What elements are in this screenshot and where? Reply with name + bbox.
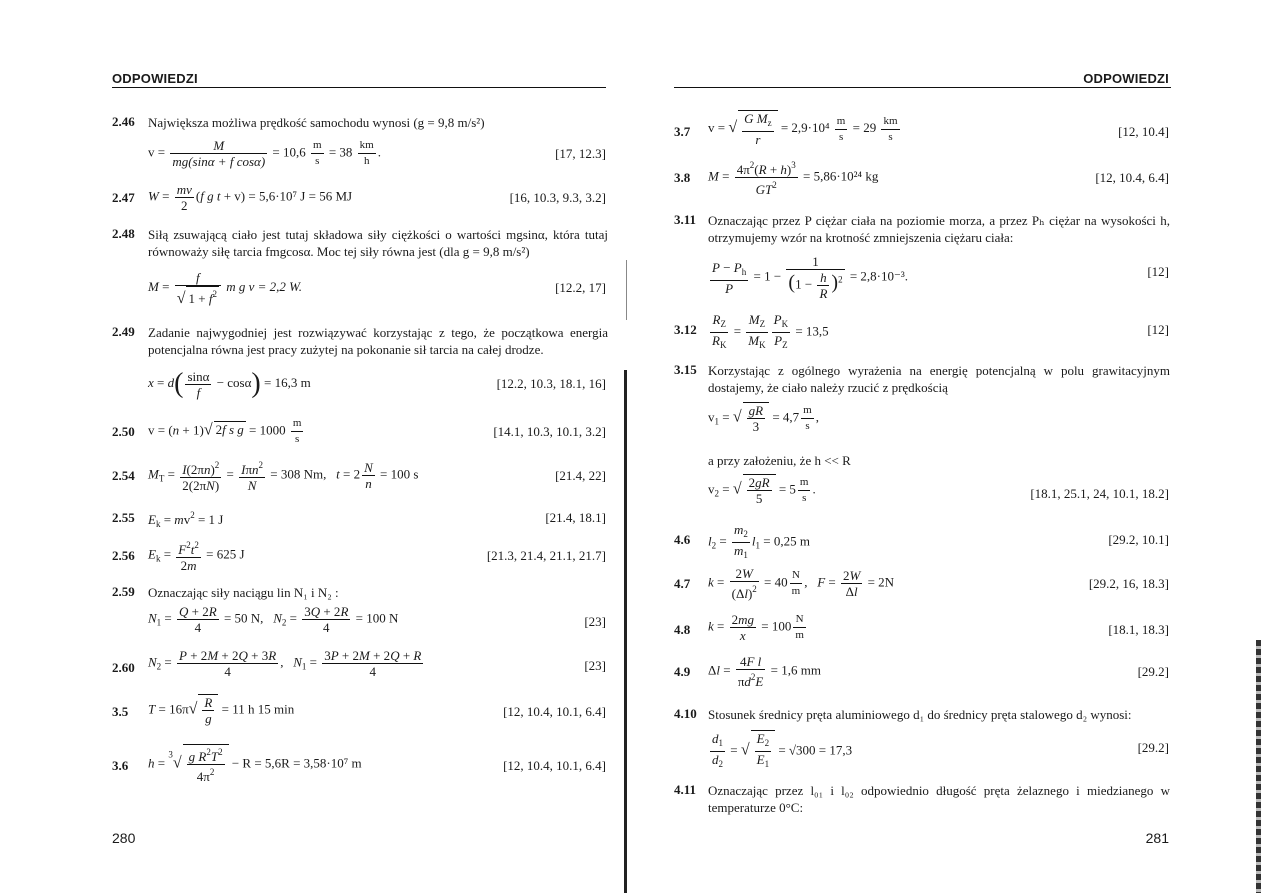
equation: $v_2$ = √ $\frac{2gR}{5}$ = 5 $\frac{m}{s}$ . [708,475,816,506]
reference: [18.1, 18.3] [1108,622,1169,637]
equation: x = d( $\frac{\sin\alpha}{f}$ − cosα) = 16,3 m [148,368,311,400]
reference: [12, 10.4, 10.1, 6.4] [503,704,606,719]
right-page [630,0,1263,893]
equation: $E_k = mv^2 = 1$ J [148,510,224,529]
answer-text: Oznaczając siły naciągu lin N₁ i N₂ : [148,585,339,600]
equation: M = $\frac{f}{√ 1 + f^2}$ m g v = 2,2 W. [148,270,303,307]
unit-num: m [313,139,322,151]
result: = 40 [764,574,788,590]
equation: v = $\frac{M}{\text{mg(sinα + f cosα)}}$ = 10,6 $\frac{m}{s}$ = 38 $\frac{km}{h}$ . [148,138,381,169]
result: = 1 J [197,512,224,527]
answer-number: 3.6 [112,758,129,773]
page-number: 281 [1145,830,1169,846]
reference: [29.2, 10.1] [1108,532,1169,547]
reference: [12, 10.4, 6.4] [1095,170,1169,185]
result: = 308 Nm, [270,466,327,482]
answer-text: Siłą zsuwającą ciało jest tutaj składowa siły ciężkości o wartości mgsinα, która tutaj równoważy siłę tarcia fmgcosα. Moc tej siły równa jest (dla g = 9,8 m/s²) [148,227,608,259]
result: = 10,6 [272,144,306,160]
answer-text: Zadanie najwygodniej jest rozwiązywać korzystając z tego, że początkowa energia potencjalna równa jest pracy zużytej na pokonanie sił tarcia na całej drodze. [148,325,608,357]
header-rule [112,87,606,88]
result: = 100 [761,618,792,634]
answer-text: a przy założeniu, że h << R [708,453,851,468]
equation: T = 16π√ $\frac{R}{g}$ = 11 h 15 min [148,695,295,726]
answer-number: 2.59 [112,584,135,599]
equation: $\frac{d_1}{d_2}$ = √ $\frac{E_2}{E_1}$ = √300 = 17,3 [708,730,852,772]
answer-text: Stosunek średnicy pręta aluminiowego d₁ do średnicy pręta stalowego d₂ wynosi: [708,707,1132,722]
equation: $\frac{P - P_h}{P}$ = 1 − 1 (1 − $\frac{h}{R}$ )$^2$ = 2,8·10⁻³. [712,254,908,301]
running-header: ODPOWIEDZI [112,71,198,86]
answer-number: 4.6 [674,532,691,547]
result: = 11 h 15 min [221,701,295,717]
result: = 5 [778,481,796,497]
reference: [23] [584,614,606,629]
answer-number: 2.55 [112,510,135,525]
page-number: 280 [112,830,136,846]
result: = 1000 [249,422,286,438]
answer-number: 3.5 [112,704,129,719]
reference: [21.3, 21.4, 21.1, 21.7] [486,548,606,563]
result: = 5,6·10⁷ J = 56 MJ [248,188,353,204]
reference: [29.2, 16, 18.3] [1088,576,1169,591]
answer-number: 3.15 [674,362,697,377]
answer-number: 3.12 [674,322,697,337]
reference: [17, 12.3] [555,146,606,161]
result: = 50 N, [223,610,264,626]
answer-number: 2.60 [112,660,135,675]
reference: [12, 10.4, 10.1, 6.4] [503,758,606,773]
result: − R = 5,6R = 3,58·10⁷ m [231,755,362,771]
equation: $N_1$ = $\frac{Q + 2R}{4}$ = 50 N, $N_2$ = $\frac{3Q + 2R}{4}$ = 100 N [148,604,399,635]
result: m g v = 2,2 W. [226,278,303,294]
equation: $N_2$ = $\frac{P + 2M + 2Q + 3R}{4}$ , $N_1$ = $\frac{3P + 2M + 2Q + R}{4}$ [148,648,422,679]
reference: [21.4, 22] [555,468,606,483]
equation: h = $^3$√ $\frac{g R^2T^2}{4\pi^2}$ − R = 5,6R = 3,58·10⁷ m [148,744,362,784]
answer-text: Korzystając z ogólnego wyrażenia na energię potencjalną w polu grawitacyjnym dostajemy, że ciało należy rzucić z prędkością [708,363,1170,395]
result: = 13,5 [795,323,829,339]
denominator: mg(sinα + f cosα) [172,154,266,169]
running-header: ODPOWIEDZI [1083,71,1169,86]
reference: [12.2, 10.3, 18.1, 16] [496,376,606,391]
answer-number: 3.8 [674,170,691,185]
equation: $\frac{R_Z}{R_K}$ = $\frac{M_Z}{M_K}$ $\frac{P_K}{P_Z}$ = 13,5 [708,312,829,353]
answer-number: 4.10 [674,706,697,721]
answer-number: 2.47 [112,190,135,205]
reference: [12] [1147,322,1169,337]
equation: v = (n + 1)√ 2f s g = 1000 $\frac{m}{s}$ [148,417,302,445]
page-edge-shadow [1256,640,1261,893]
answer-text: Oznaczając przez l₀₁ i l₀₂ odpowiednio długość pręta żelaznego i miedzianego w temperaturze 0°C: [708,783,1170,815]
equation: v = √ $\frac{G M_z}{r}$ = 2,9·10⁴ $\frac{m}{s}$ = 29 $\frac{km}{s}$ [708,111,898,147]
header-rule [674,87,1171,88]
equation: W = $\frac{mv}{2}$ (f g t + v) = 5,6·10⁷ J = 56 MJ [148,182,353,213]
reference: [12] [1147,264,1169,279]
answer-number: 4.8 [674,622,691,637]
result: = 0,25 m [763,533,810,549]
reference: [21.4, 18.1] [545,510,606,525]
answer-number: 4.11 [674,782,697,797]
reference: [14.1, 10.3, 10.1, 3.2] [493,424,606,439]
reference: [29.2] [1137,740,1169,755]
unit-den: s [311,153,324,169]
answer-number: 2.48 [112,226,135,241]
result: = 100 N [355,610,399,626]
answer-number: 3.7 [674,124,691,139]
answer-number: 2.49 [112,324,135,339]
numerator: M [213,138,225,153]
answer-number: 2.50 [112,424,135,439]
answer-number: 2.56 [112,548,135,563]
reference: [12.2, 17] [555,280,606,295]
reference: [16, 10.3, 9.3, 3.2] [509,190,606,205]
result: = 1,6 mm [770,662,821,678]
answer-number: 4.7 [674,576,691,591]
result: = 4,7 [772,409,800,425]
answer-text: Oznaczając przez P ciężar ciała na poziomie morza, a przez Pₕ ciężar na wysokości h, otrzymujemy wzór na krotność zmniejszenia ciężaru ciała: [708,213,1170,245]
result: = 38 [328,144,353,160]
reference: [29.2] [1137,664,1169,679]
reference: [23] [584,658,606,673]
equation: $v_1$ = √ $\frac{gR}{3}$ = 4,7 $\frac{m}{s}$ , [708,403,819,434]
equation: k = $\frac{2mg}{x}$ = 100 $\frac{N}{m}$ [708,612,804,643]
left-page [0,0,630,893]
result: = 5,86·10²⁴ kg [803,168,879,184]
unit-num: km [359,139,374,151]
result: = 625 J [206,546,245,562]
answer-number: 2.46 [112,114,135,129]
reference: [18.1, 25.1, 24, 10.1, 18.2] [1030,486,1169,501]
equation: M = $\frac{4\pi^2(R + h)^3}{GT^2}$ = 5,86·10²⁴ kg [708,160,879,197]
answer-text: Największa możliwa prędkość samochodu wynosi (g = 9,8 m/s²) [148,115,485,130]
equation: k = $\frac{2W}{(\Delta l)^2}$ = 40 $\frac{N}{m}$ , F = $\frac{2W}{\Delta l}$ = 2N [708,566,895,601]
equation: $l_2$ = $\frac{m_2}{m_1}$ $l_1 = 0,25$ m [708,522,810,563]
result: = 2,9·10⁴ [780,119,830,135]
result: = 29 [852,119,877,135]
result: = √300 = 17,3 [778,742,853,758]
equation: Δl = $\frac{\text{4F l}}{\pi d^2E}$ = 1,6 mm [708,654,821,689]
result: = 100 s [380,466,419,482]
binding-gutter [624,370,627,893]
result: = 16,3 m [264,374,311,390]
answer-number: 4.9 [674,664,691,679]
answer-number: 3.11 [674,212,697,227]
equation: $E_k$ = $\frac{F^2t^2}{2m}$ = 625 J [148,540,245,573]
binding-shadow [626,260,627,320]
result: = 2N [867,574,895,590]
equation: $M_T$ = $\frac{I(2\pi n)^2}{2(2\pi N)}$ = $\frac{I\pi n^2}{N}$ = 308 Nm, t = 2 $\frac{N}{n}$ = 100 s [148,460,419,493]
answer-number: 2.54 [112,468,135,483]
reference: [12, 10.4] [1118,124,1169,139]
result: = 2,8·10⁻³. [849,268,908,284]
unit-den: h [358,153,376,169]
